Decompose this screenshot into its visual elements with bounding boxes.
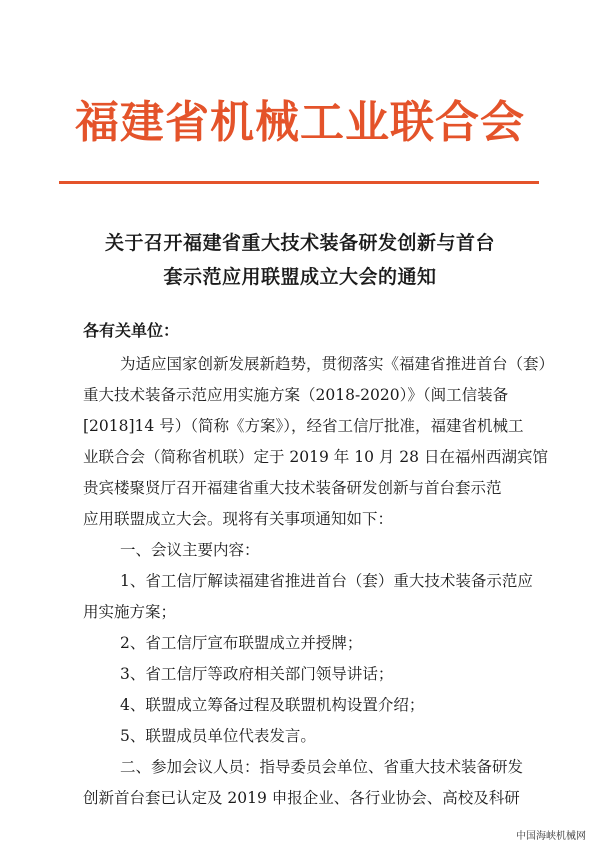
salutation: 各有关单位： — [83, 321, 180, 340]
list-item: 3、省工信厅等政府相关部门领导讲话； — [120, 665, 394, 683]
paragraph-line: 应用联盟成立大会。现将有关事项通知如下： — [83, 510, 394, 528]
list-item: 1、省工信厅解读福建省推进首台（套）重大技术装备示范应 — [120, 572, 533, 590]
paragraph-line: 为适应国家创新发展新趋势，贯彻落实《福建省推进首台（套） — [120, 355, 555, 373]
paragraph-line: 重大技术装备示范应用实施方案（2018-2020）》（闽工信装备 — [83, 386, 509, 404]
section-heading: 二、参加会议人员：指导委员会单位、省重大技术装备研发 — [120, 758, 524, 776]
section-heading: 一、会议主要内容： — [120, 541, 260, 559]
site-watermark: 中国海峡机械网 — [516, 831, 586, 842]
list-item: 5、联盟成员单位代表发言。 — [120, 727, 316, 745]
paragraph-line: 业联合会（简称省机联）定于 2019 年 10 月 28 日在福州西湖宾馆 — [83, 448, 548, 466]
list-item: 2、省工信厅宣布联盟成立并授牌； — [120, 634, 363, 652]
notice-title-line-2: 套示范应用联盟成立大会的通知 — [163, 266, 437, 288]
notice-title-line-1: 关于召开福建省重大技术装备研发创新与首台 — [104, 232, 495, 254]
paragraph-line: [2018]14 号）（简称《方案》），经省工信厅批准，福建省机械工 — [83, 417, 524, 435]
paragraph-line: 创新首台套已认定及 2019 申报企业、各行业协会、高校及科研 — [83, 789, 520, 807]
list-item: 4、联盟成立筹备过程及联盟机构设置介绍； — [120, 696, 425, 714]
paragraph-line: 贵宾楼聚贤厅召开福建省重大技术装备研发创新与首台套示范 — [83, 479, 502, 497]
red-divider-line — [59, 181, 539, 184]
list-item: 用实施方案； — [83, 603, 177, 621]
organization-masthead: 福建省机械工业联合会 — [75, 97, 525, 148]
